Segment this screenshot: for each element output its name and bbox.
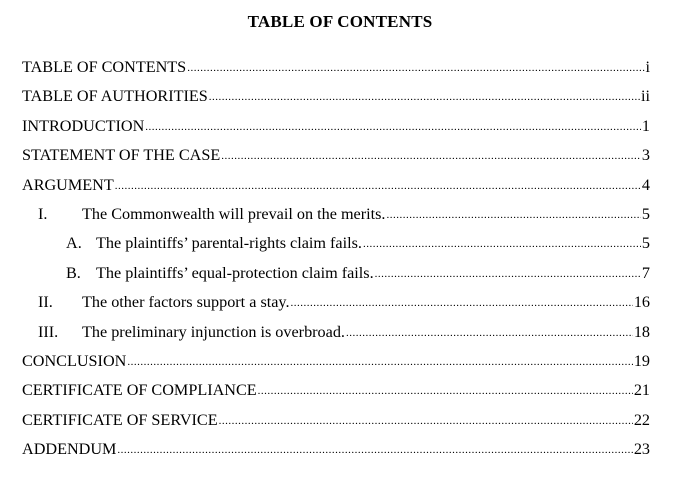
toc-entry-label: CONCLUSION bbox=[22, 351, 127, 370]
toc-entry-table-of-authorities[interactable] bbox=[22, 85, 650, 114]
toc-entry-number: A. bbox=[66, 234, 82, 253]
toc-entry-page: ii bbox=[641, 87, 650, 106]
toc-entry-page: 5 bbox=[641, 204, 650, 223]
toc-entry-page: 23 bbox=[633, 440, 650, 459]
table-of-contents bbox=[22, 56, 650, 467]
toc-entry-label: The plaintiffs’ parental-rights claim fails. bbox=[96, 234, 362, 253]
dot-leader bbox=[363, 231, 641, 255]
dot-leader bbox=[291, 290, 633, 314]
toc-entry-introduction[interactable] bbox=[22, 115, 650, 144]
toc-entry-label: The plaintiffs’ equal-protection claim fails. bbox=[96, 263, 374, 282]
toc-entry-number: II. bbox=[38, 293, 53, 312]
page-title: TABLE OF CONTENTS bbox=[247, 12, 433, 31]
toc-entry-label: The preliminary injunction is overbroad. bbox=[82, 322, 345, 341]
dot-leader bbox=[145, 114, 641, 138]
toc-entry-label: TABLE OF AUTHORITIES bbox=[22, 87, 208, 106]
toc-entry-label: ADDENDUM bbox=[22, 440, 117, 459]
toc-entry-certificate-of-service[interactable] bbox=[22, 409, 650, 438]
toc-entry-page: 19 bbox=[633, 351, 650, 370]
dot-leader bbox=[127, 349, 632, 373]
toc-entry-label: INTRODUCTION bbox=[22, 116, 145, 135]
toc-entry-label: STATEMENT OF THE CASE bbox=[22, 146, 221, 165]
toc-entry-label: The other factors support a stay. bbox=[82, 293, 290, 312]
dot-leader bbox=[346, 320, 633, 344]
toc-entry-number: I. bbox=[38, 204, 48, 223]
toc-entry-argument-i-b[interactable] bbox=[22, 262, 650, 291]
dot-leader bbox=[115, 173, 641, 197]
dot-leader bbox=[258, 378, 633, 402]
toc-entry-page: 21 bbox=[633, 381, 650, 400]
dot-leader bbox=[375, 261, 641, 285]
toc-entry-label: CERTIFICATE OF COMPLIANCE bbox=[22, 381, 257, 400]
toc-entry-argument-i[interactable] bbox=[22, 203, 650, 232]
toc-entry-page: i bbox=[645, 58, 650, 76]
dot-leader bbox=[219, 408, 633, 432]
toc-entry-table-of-contents[interactable] bbox=[22, 56, 650, 85]
toc-entry-certificate-of-compliance[interactable] bbox=[22, 379, 650, 408]
toc-entry-page: 16 bbox=[633, 293, 650, 312]
toc-entry-statement-of-the-case[interactable] bbox=[22, 144, 650, 173]
toc-entry-number: III. bbox=[38, 322, 59, 341]
toc-entry-label: TABLE OF CONTENTS bbox=[22, 58, 187, 76]
dot-leader bbox=[386, 202, 640, 226]
toc-entry-argument[interactable] bbox=[22, 174, 650, 203]
toc-entry-page: 5 bbox=[641, 234, 650, 253]
toc-entry-page: 18 bbox=[633, 322, 650, 341]
dot-leader bbox=[221, 143, 641, 167]
toc-entry-conclusion[interactable] bbox=[22, 350, 650, 379]
toc-entry-argument-ii[interactable] bbox=[22, 291, 650, 320]
dot-leader bbox=[187, 55, 644, 79]
toc-entry-page: 3 bbox=[641, 146, 650, 165]
dot-leader bbox=[117, 437, 632, 461]
toc-entry-label: ARGUMENT bbox=[22, 175, 114, 194]
toc-entry-page: 22 bbox=[633, 410, 650, 429]
toc-entry-label: The Commonwealth will prevail on the merits. bbox=[82, 204, 386, 223]
toc-entry-page: 4 bbox=[641, 175, 650, 194]
toc-entry-page: 7 bbox=[641, 263, 650, 282]
dot-leader bbox=[209, 84, 640, 108]
toc-entry-number: B. bbox=[66, 263, 81, 282]
toc-entry-argument-iii[interactable] bbox=[22, 321, 650, 350]
toc-entry-label: CERTIFICATE OF SERVICE bbox=[22, 410, 218, 429]
toc-entry-argument-i-a[interactable] bbox=[22, 232, 650, 261]
toc-entry-page: 1 bbox=[641, 116, 650, 135]
toc-entry-addendum[interactable] bbox=[22, 438, 650, 467]
